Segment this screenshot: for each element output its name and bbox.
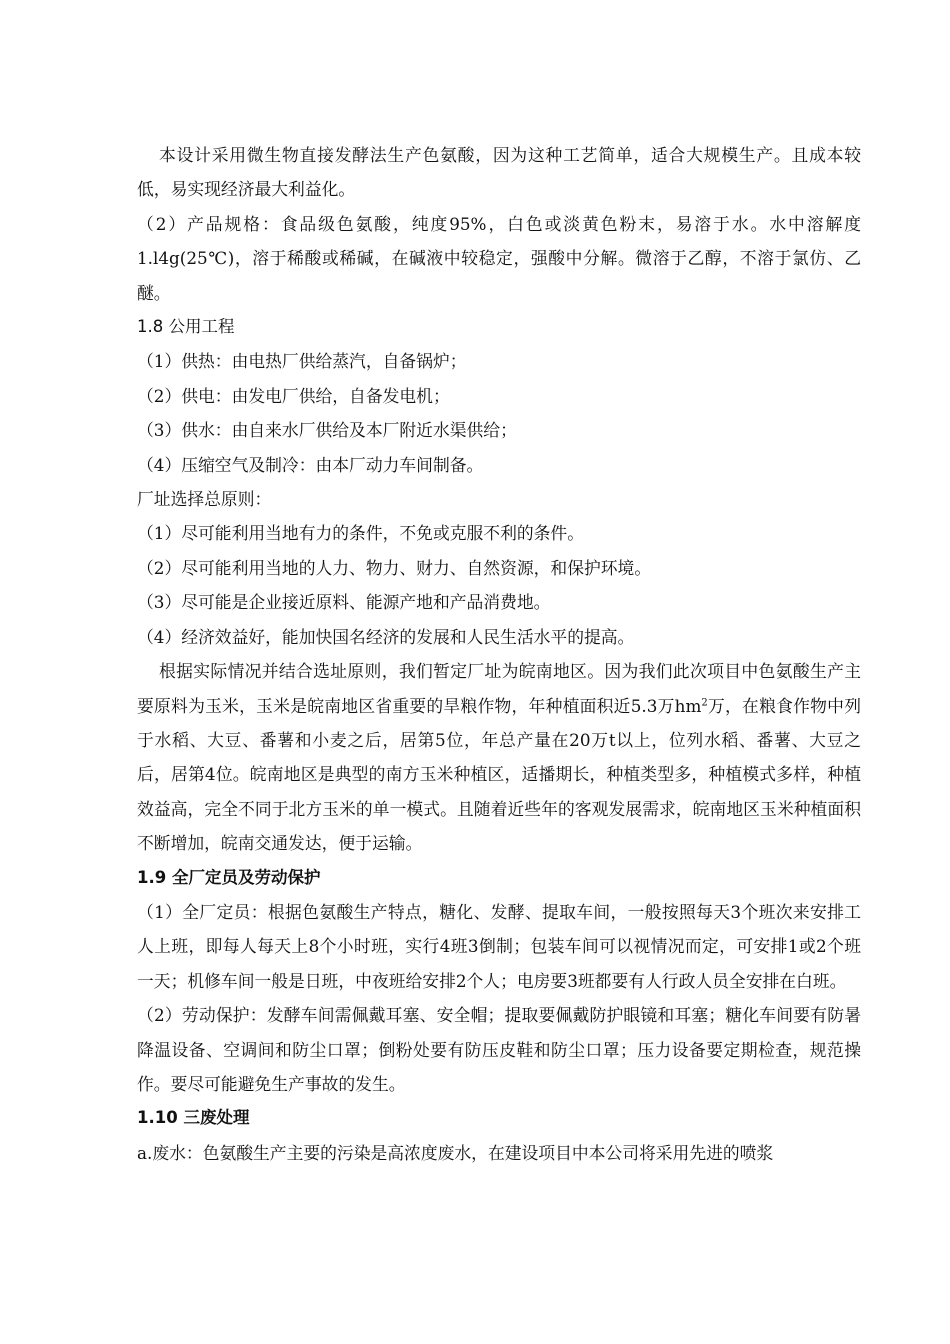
- staffing-paragraph: （1）全厂定员：根据色氨酸生产特点，糖化、发酵、提取车间，一般按照每天3个班次来安排工人上班，即每人每天上8个小时班，实行4班3倒制；包装车间可以视情况而定，可安排1或2个班一天；机修车间一般是日班，中夜班给安排2个人；电房要3班都要有人行政人员全安排在白班。: [137, 901, 861, 991]
- section-heading-waste: 1.10 三废处理: [137, 1108, 250, 1128]
- process-paragraph: 本设计采用微生物直接发酵法生产色氨酸，因为这种工艺简单，适合大规模生产。且成本较低，易实现经济最大利益化。: [137, 145, 861, 200]
- list-item: （1）供热：由电热厂供给蒸汽，自备锅炉；: [137, 351, 467, 372]
- site-location-text-b: 万，在粮食作物中列于水稻、大豆、番薯和小麦之后，居第5位，年总产量在20万t以上，位列水稻、番薯、大豆之后，居第4位。皖南地区是典型的南方玉米种植区，适播期长，种植类型多，种植模式多样，种植效益高，完全不同于北方玉米的单一模式。且随着近些年的客观发展需求，皖南地区玉米种植面积不断增加，皖南交通发达，便于运输。: [137, 695, 861, 854]
- product-spec-paragraph: （2）产品规格：食品级色氨酸，纯度95%，白色或淡黄色粉末，易溶于水。水中溶解度1.l4g(25℃)，溶于稀酸或稀碱，在碱液中较稳定，强酸中分解。微溶于乙醇，不溶于氯仿、乙醚。: [137, 213, 861, 303]
- wastewater-paragraph: a.废水：色氨酸生产主要的污染是高浓度废水，在建设项目中本公司将采用先进的喷浆: [137, 1142, 774, 1163]
- list-item: （3）供水：由自来水厂供给及本厂附近水渠供给；: [137, 420, 517, 441]
- list-item: （2）供电：由发电厂供给，自备发电机；: [137, 385, 450, 406]
- site-principles-title: 厂址选择总原则：: [137, 489, 272, 510]
- list-item: （4）经济效益好，能加快国名经济的发展和人民生活水平的提高。: [137, 626, 635, 647]
- section-heading-utilities: 1.8 公用工程: [137, 317, 235, 337]
- list-item: （1）尽可能利用当地有力的条件，不免或克服不利的条件。: [137, 523, 584, 544]
- site-location-text-a: 根据实际情况并结合选址原则，我们暂定厂址为皖南地区。因为我们此次项目中色氨酸生产主要原料为玉米，玉米是皖南地区省重要的旱粮作物，年种植面积近5.3万hm: [137, 661, 861, 716]
- section-heading-staffing: 1.9 全厂定员及劳动保护: [137, 867, 321, 887]
- list-item: （2）尽可能利用当地的人力、物力、财力、自然资源，和保护环境。: [137, 557, 652, 578]
- superscript-2: 2: [701, 696, 708, 708]
- list-item: （3）尽可能是企业接近原料、能源产地和产品消费地。: [137, 592, 551, 613]
- labor-protection-paragraph: （2）劳动保护：发酵车间需佩戴耳塞、安全帽；提取要佩戴防护眼镜和耳塞；糖化车间要有防暑降温设备、空调间和防尘口罩；倒粉处要有防压皮鞋和防尘口罩；压力设备要定期检查，规范操作。要尽可能避免生产事故的发生。: [137, 1005, 861, 1094]
- site-location-paragraph: [137, 654, 861, 860]
- document-body: [137, 138, 861, 1170]
- list-item: （4）压缩空气及制冷：由本厂动力车间制备。: [137, 454, 484, 475]
